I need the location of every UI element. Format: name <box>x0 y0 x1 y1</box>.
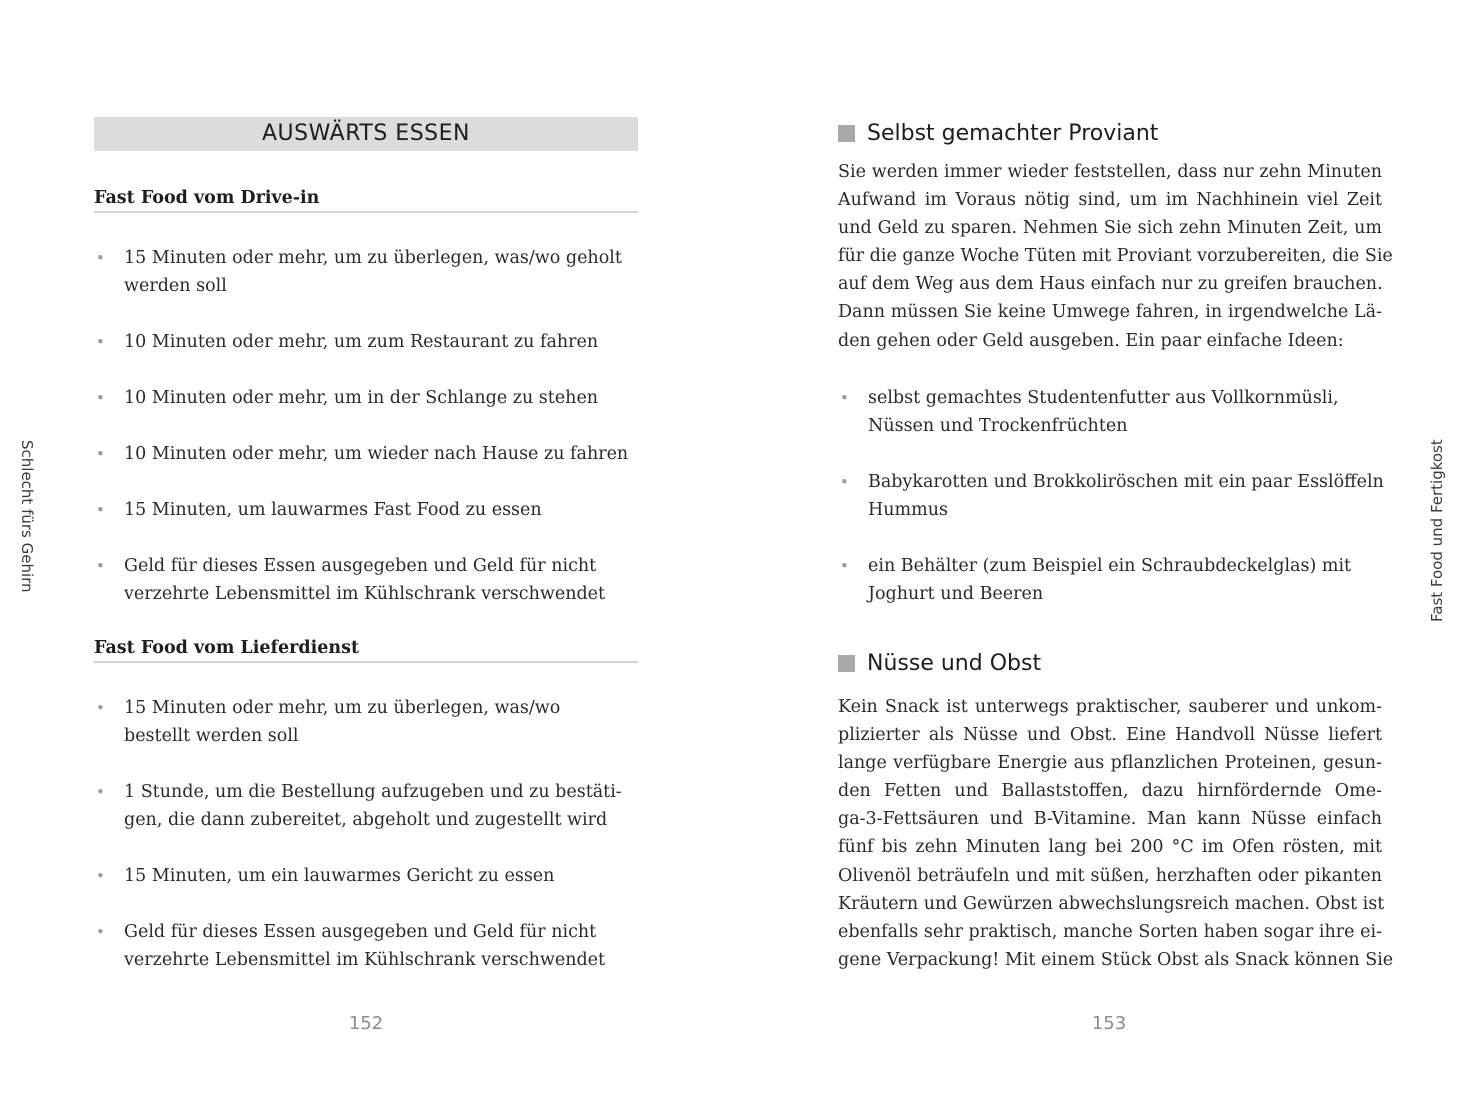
page-number: 152 <box>348 1013 384 1034</box>
subsection-heading-drive-in: Fast Food vom Drive-in <box>94 188 638 213</box>
bullet-icon: • <box>96 699 105 717</box>
list-item: • 15 Minuten oder mehr, um zu überlegen, was/wo geholt werden soll <box>94 244 624 300</box>
paragraph-nuesse: Kein Snack ist unterwegs praktischer, sauberer und unkom- plizierter als Nüsse und Obst. Eine Handvoll Nüsse liefert lange verfügbare Energie aus pflanzlichen Proteinen, gesun- den Fetten und Ballaststoffen, dazu hirnfördernde Ome- ga-3-Fettsäuren und B-Vitamine. Man kann Nüsse einfach fünf bis zehn Minuten lang bei 200 °C im Ofen rösten, mit Olivenöl beträufeln und mit süßen, herzhaften oder pikanten Kräutern und Gewürzen abwechslungsreich machen. Obst ist ebenfalls sehr praktisch, manche Sorten haben sogar ihre ei- gene Verpackung! Mit einem Stück Obst als Snack können Sie <box>838 697 1394 970</box>
square-icon <box>838 125 855 142</box>
bullet-icon: • <box>96 445 105 463</box>
list-item: • 10 Minuten oder mehr, um in der Schlange zu stehen <box>94 384 654 412</box>
running-head-left: Schlecht fürs Gehirn <box>18 440 36 593</box>
list-item: • 15 Minuten oder mehr, um zu überlegen, was/wo bestellt werden soll <box>94 694 624 750</box>
section-title: AUSWÄRTS ESSEN <box>94 117 638 151</box>
bullet-icon: • <box>840 389 849 407</box>
list-item: • 15 Minuten, um ein lauwarmes Gericht zu essen <box>94 862 654 890</box>
bullet-icon: • <box>96 783 105 801</box>
lieferdienst-list <box>94 694 654 1002</box>
list-item: • 10 Minuten oder mehr, um zum Restaurant zu fahren <box>94 328 654 356</box>
bullet-icon: • <box>96 389 105 407</box>
section-heading-proviant: Selbst gemachter Proviant <box>838 119 1158 149</box>
bullet-icon: • <box>96 557 105 575</box>
bullet-icon: • <box>840 473 849 491</box>
bullet-icon: • <box>96 333 105 351</box>
bullet-icon: • <box>96 867 105 885</box>
bullet-icon: • <box>840 557 849 575</box>
list-item: • 1 Stunde, um die Bestellung aufzugeben und zu bestäti-gen, die dann zubereitet, abgeholt und zugestellt wird <box>94 778 624 834</box>
list-item: • Babykarotten und Brokkoliröschen mit ein paar Esslöffeln Hummus <box>838 468 1398 524</box>
subsection-heading-lieferdienst: Fast Food vom Lieferdienst <box>94 638 638 663</box>
bullet-icon: • <box>96 923 105 941</box>
list-item: • ein Behälter (zum Beispiel ein Schraubdeckelglas) mit Joghurt und Beeren <box>838 552 1368 608</box>
proviant-ideas-list <box>838 384 1398 636</box>
list-item: • 10 Minuten oder mehr, um wieder nach Hause zu fahren <box>94 440 654 468</box>
page-number: 153 <box>1091 1013 1127 1034</box>
running-head-right: Fast Food und Fertigkost <box>1428 439 1446 622</box>
list-item: • 15 Minuten, um lauwarmes Fast Food zu essen <box>94 496 654 524</box>
bullet-icon: • <box>96 249 105 267</box>
paragraph-proviant: Sie werden immer wieder feststellen, dass nur zehn Minuten Aufwand im Voraus nötig sind, um im Nachhinein viel Zeit und Geld zu sparen. Nehmen Sie sich zehn Minuten Zeit, um für die ganze Woche Tüten mit Proviant vorzubereiten, die Sie auf dem Weg aus dem Haus einfach nur zu greifen brauchen. Dann müssen Sie keine Umwege fahren, in irgendwelche Lä- den gehen oder Geld ausgeben. Ein paar einfache Ideen: <box>838 162 1393 351</box>
drive-in-list <box>94 244 654 636</box>
bullet-icon: • <box>96 501 105 519</box>
list-item: • selbst gemachtes Studentenfutter aus Vollkornmüsli, Nüssen und Trockenfrüchten <box>838 384 1368 440</box>
square-icon <box>838 655 855 672</box>
list-item: • Geld für dieses Essen ausgegeben und Geld für nicht verzehrte Lebensmittel im Kühlschrank verschwendet <box>94 552 624 608</box>
list-item: • Geld für dieses Essen ausgegeben und Geld für nicht verzehrte Lebensmittel im Kühlschrank verschwendet <box>94 918 624 974</box>
section-heading-nuesse: Nüsse und Obst <box>838 649 1041 679</box>
